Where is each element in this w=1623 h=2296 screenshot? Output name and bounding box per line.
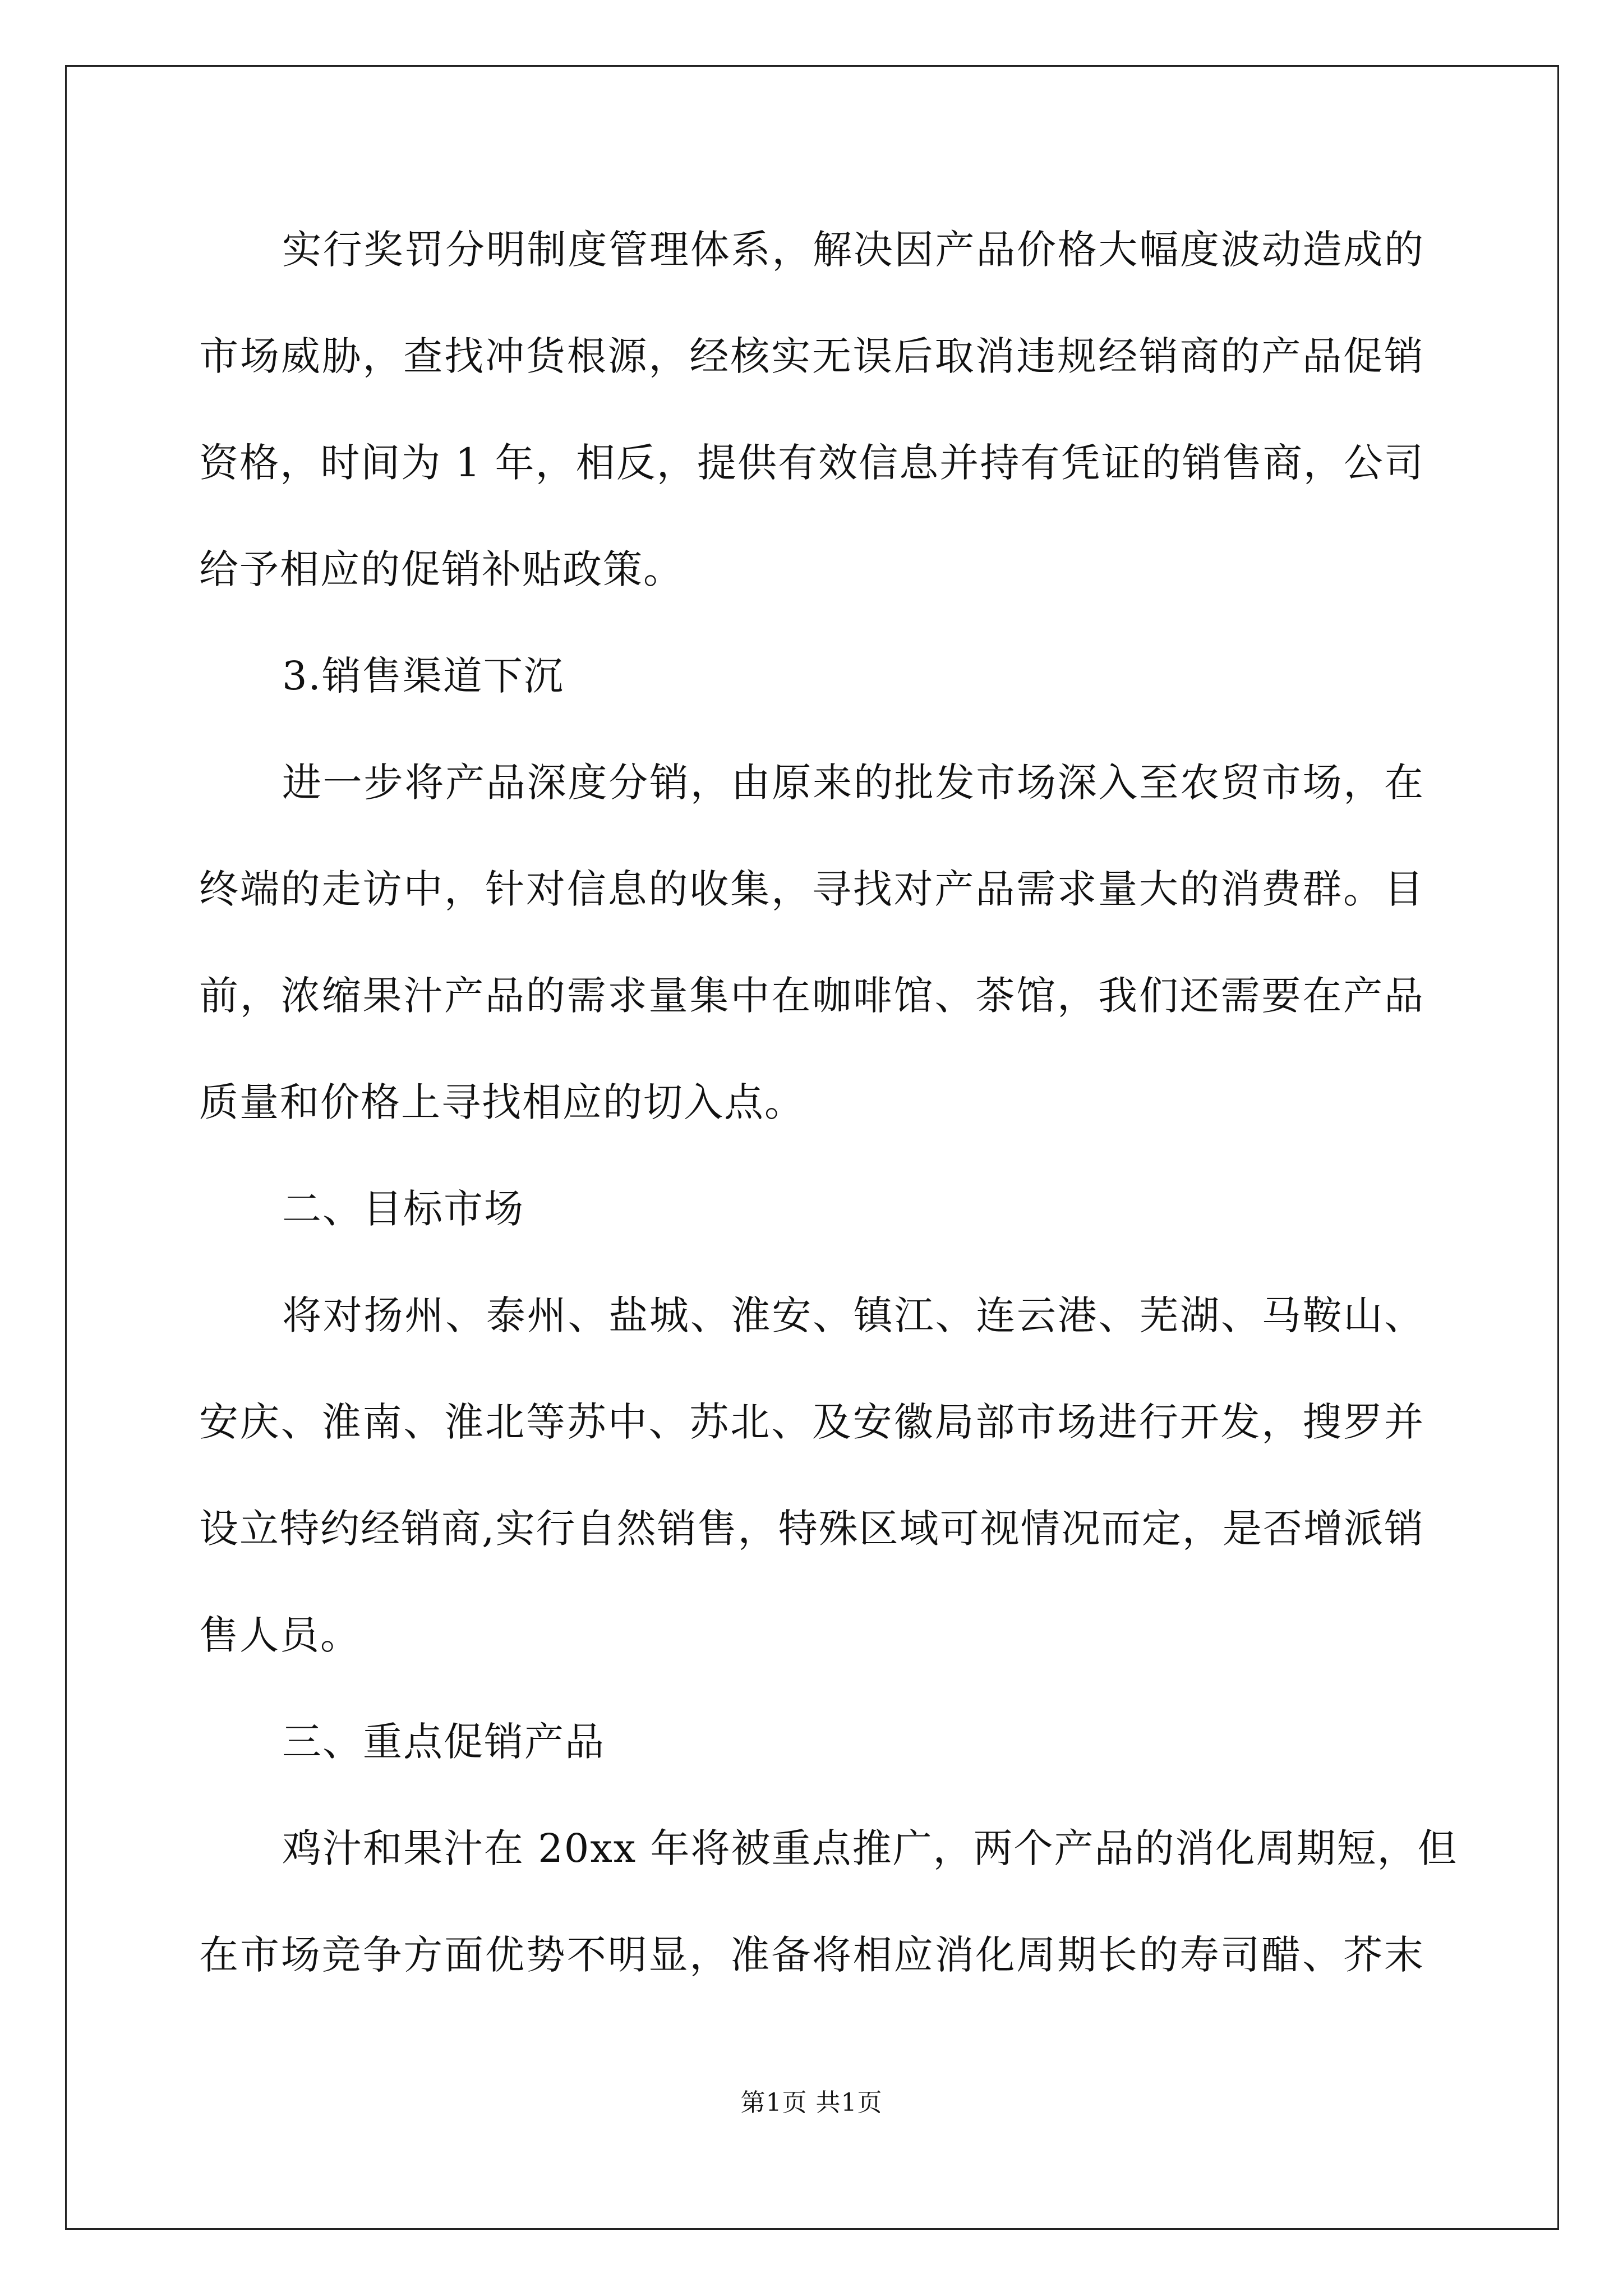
text-line: 前，浓缩果汁产品的需求量集中在咖啡馆、茶馆，我们还需要在产品 — [199, 973, 1424, 1019]
text-line: 给予相应的促销补贴政策。 — [199, 546, 684, 592]
text-line: 进一步将产品深度分销，由原来的批发市场深入至农贸市场，在 — [282, 760, 1424, 806]
section-heading: 3.销售渠道下沉 — [282, 653, 564, 699]
text-line: 安庆、淮南、淮北等苏中、苏北、及安徽局部市场进行开发，搜罗并 — [199, 1399, 1424, 1445]
text-line: 将对扬州、泰州、盐城、淮安、镇江、连云港、芜湖、马鞍山、 — [282, 1292, 1424, 1338]
text-line: 在市场竞争方面优势不明显，准备将相应消化周期长的寿司醋、芥末 — [199, 1932, 1424, 1978]
text-line: 终端的走访中，针对信息的收集，寻找对产品需求量大的消费群。目 — [199, 866, 1424, 912]
document-body — [199, 216, 1458, 2028]
text-line: 售人员。 — [199, 1612, 361, 1658]
text-line: 实行奖罚分明制度管理体系，解决因产品价格大幅度波动造成的 — [282, 227, 1424, 273]
text-line: 设立特约经销商,实行自然销售，特殊区域可视情况而定，是否增派销 — [199, 1506, 1424, 1552]
page-footer: 第1页 共1页 — [740, 2088, 883, 2117]
text-line: 质量和价格上寻找相应的切入点。 — [199, 1079, 805, 1125]
text-line: 市场威胁，查找冲货根源，经核实无误后取消违规经销商的产品促销 — [199, 333, 1424, 379]
text-line: 鸡汁和果汁在 20xx 年将被重点推广，两个产品的消化周期短，但 — [282, 1825, 1458, 1871]
section-heading: 三、重点促销产品 — [282, 1719, 605, 1765]
text-line: 资格，时间为 1 年，相反，提供有效信息并持有凭证的销售商，公司 — [199, 440, 1424, 486]
section-heading: 二、目标市场 — [282, 1186, 524, 1232]
